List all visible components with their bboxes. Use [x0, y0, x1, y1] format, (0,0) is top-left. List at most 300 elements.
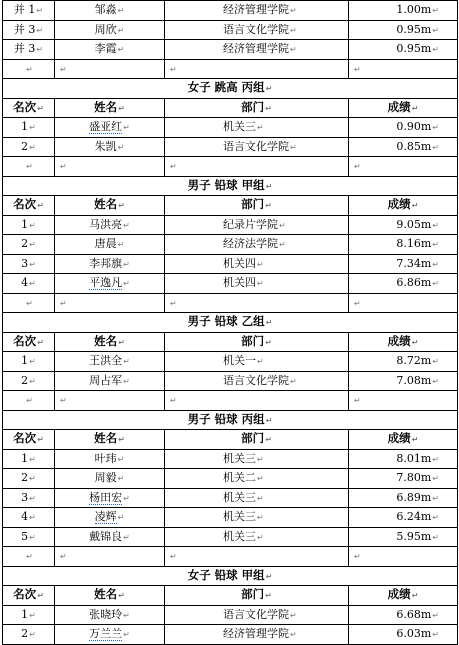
score-cell [349, 254, 458, 274]
blank-row [3, 157, 458, 177]
table-row [3, 235, 458, 255]
score-cell [349, 235, 458, 255]
paragraph-mark: ↵ [29, 493, 36, 503]
paragraph-mark: ↵ [354, 298, 361, 308]
paragraph-mark: ↵ [60, 552, 67, 561]
score-cell-text: 6.86m [396, 276, 432, 289]
paragraph-mark: ↵ [29, 240, 36, 249]
rank-cell [3, 352, 55, 372]
score-cell-text: 0.95m [396, 22, 432, 36]
name-cell-text: 唐晨 [94, 237, 117, 250]
paragraph-mark: ↵ [123, 493, 130, 503]
rank-cell-text: 并 3 [13, 22, 36, 36]
dept-cell [165, 469, 349, 489]
paragraph-mark: ↵ [123, 630, 130, 639]
paragraph-mark: ↵ [432, 474, 439, 483]
table-row [3, 605, 458, 625]
rank-cell [3, 449, 55, 469]
blank-cell [55, 293, 165, 313]
rank-cell [3, 508, 55, 528]
score-header [349, 332, 458, 352]
rank-cell-text: 2 [21, 373, 29, 387]
paragraph-mark: ↵ [123, 279, 130, 288]
blank-cell [3, 293, 55, 313]
column-header-row [3, 98, 458, 118]
score-cell-text: 6.68m [396, 607, 432, 621]
paragraph-mark: ↵ [117, 454, 125, 464]
name-header [55, 430, 165, 450]
results-document [2, 0, 457, 645]
paragraph-mark: ↵ [411, 201, 419, 210]
score-cell-text: 0.90m [396, 120, 432, 133]
rank-header [3, 196, 55, 216]
paragraph-mark: ↵ [290, 45, 297, 54]
paragraph-mark: ↵ [29, 220, 36, 230]
blank-cell [3, 59, 55, 79]
dept-cell [165, 605, 349, 625]
score-header-text: 成绩 [387, 333, 411, 348]
dept-cell-text: 机关三 [223, 529, 256, 543]
rank-cell-text: 2 [21, 139, 29, 153]
rank-cell [3, 274, 55, 294]
dept-cell [165, 449, 349, 469]
blank-cell [3, 391, 55, 411]
paragraph-mark: ↵ [60, 64, 67, 74]
blank-cell [165, 547, 349, 567]
name-cell-text: 周欣 [94, 22, 117, 36]
dept-cell [165, 40, 349, 60]
rank-cell [3, 40, 55, 60]
paragraph-mark: ↵ [118, 201, 125, 210]
rank-cell [3, 235, 55, 255]
dept-cell-text: 机关一 [223, 354, 256, 367]
paragraph-mark: ↵ [432, 259, 439, 269]
name-cell-text: 万兰兰 [89, 627, 123, 640]
paragraph-mark: ↵ [37, 337, 44, 347]
score-cell-text: 7.34m [396, 256, 432, 270]
rank-cell [3, 20, 55, 40]
blank-cell [349, 157, 458, 177]
table-row [3, 215, 458, 235]
blank-cell [165, 59, 349, 79]
paragraph-mark: ↵ [257, 474, 264, 483]
name-cell [55, 508, 165, 528]
score-cell [349, 118, 458, 138]
score-cell [349, 274, 458, 294]
paragraph-mark: ↵ [37, 201, 44, 210]
rank-header [3, 430, 55, 450]
score-header-text: 成绩 [387, 587, 411, 601]
rank-header-text: 名次 [13, 197, 37, 211]
name-cell [55, 469, 165, 489]
paragraph-mark: ↵ [290, 6, 297, 15]
section-title-row [3, 410, 458, 430]
blank-row [3, 293, 458, 313]
name-header-text: 姓名 [94, 587, 118, 601]
paragraph-mark: ↵ [257, 513, 264, 522]
dept-header [165, 98, 349, 118]
blank-cell [3, 547, 55, 567]
section-title-text: 女子 铅球 甲组 [187, 567, 265, 582]
paragraph-mark: ↵ [29, 454, 36, 464]
paragraph-mark: ↵ [37, 435, 44, 444]
dept-cell [165, 215, 349, 235]
paragraph-mark: ↵ [170, 64, 177, 74]
rank-cell-text: 4 [21, 510, 29, 523]
name-header [55, 98, 165, 118]
rank-cell-text: 并 1 [13, 3, 36, 16]
rank-header [3, 586, 55, 606]
paragraph-mark: ↵ [29, 513, 36, 522]
rank-cell [3, 254, 55, 274]
name-cell-text: 叶玮 [94, 451, 117, 465]
paragraph-mark: ↵ [37, 591, 44, 600]
table-row [3, 254, 458, 274]
paragraph-mark: ↵ [432, 142, 439, 152]
section-title [3, 566, 458, 586]
paragraph-mark: ↵ [265, 591, 272, 600]
dept-header-text: 部门 [241, 99, 265, 114]
paragraph-mark: ↵ [290, 25, 297, 35]
paragraph-mark: ↵ [411, 435, 419, 444]
dept-cell [165, 488, 349, 508]
paragraph-mark: ↵ [411, 337, 419, 347]
column-header-row [3, 430, 458, 450]
paragraph-mark: ↵ [432, 220, 439, 230]
name-cell [55, 235, 165, 255]
name-header [55, 586, 165, 606]
rank-cell-text: 1 [21, 354, 29, 367]
paragraph-mark: ↵ [29, 259, 36, 269]
dept-cell-text: 纪录片学院 [223, 217, 278, 231]
paragraph-mark: ↵ [123, 357, 130, 366]
paragraph-mark: ↵ [354, 396, 361, 405]
paragraph-mark: ↵ [123, 259, 130, 269]
rank-cell-text: 1 [21, 451, 29, 465]
rank-cell [3, 137, 55, 157]
rank-header-text: 名次 [13, 587, 37, 601]
rank-cell [3, 215, 55, 235]
paragraph-mark: ↵ [432, 513, 439, 522]
dept-cell-text: 机关二 [223, 471, 256, 484]
name-cell [55, 254, 165, 274]
name-cell [55, 118, 165, 138]
rank-cell [3, 605, 55, 625]
rank-cell-text: 2 [21, 627, 29, 640]
paragraph-mark: ↵ [265, 435, 272, 444]
paragraph-mark: ↵ [29, 357, 36, 366]
rank-cell-text: 3 [21, 490, 29, 504]
table-row [3, 488, 458, 508]
dept-cell-text: 语言文化学院 [223, 373, 289, 387]
table-row [3, 40, 458, 60]
paragraph-mark: ↵ [29, 474, 36, 483]
paragraph-mark: ↵ [118, 337, 125, 347]
score-cell [349, 40, 458, 60]
paragraph-mark: ↵ [279, 240, 286, 249]
dept-cell-text: 语言文化学院 [223, 22, 289, 36]
name-cell [55, 20, 165, 40]
paragraph-mark: ↵ [354, 552, 361, 561]
paragraph-mark: ↵ [26, 64, 33, 74]
paragraph-mark: ↵ [432, 357, 439, 366]
rank-cell [3, 1, 55, 21]
section-title [3, 313, 458, 333]
score-cell-text: 9.05m [396, 217, 432, 231]
paragraph-mark: ↵ [265, 181, 273, 191]
rank-cell-text: 1 [21, 120, 29, 133]
paragraph-mark: ↵ [411, 103, 419, 113]
paragraph-mark: ↵ [29, 610, 36, 620]
paragraph-mark: ↵ [123, 532, 130, 542]
paragraph-mark: ↵ [257, 454, 264, 464]
rank-cell-text: 2 [21, 471, 29, 484]
blank-cell [55, 59, 165, 79]
rank-header [3, 332, 55, 352]
blank-cell [165, 391, 349, 411]
blank-cell [349, 391, 458, 411]
name-cell [55, 605, 165, 625]
table-row [3, 449, 458, 469]
name-cell [55, 137, 165, 157]
blank-cell [349, 547, 458, 567]
section-title-row [3, 566, 458, 586]
paragraph-mark: ↵ [265, 318, 273, 327]
name-cell-text: 王洪全 [89, 354, 123, 367]
score-cell-text: 6.03m [396, 627, 432, 640]
dept-header-text: 部门 [241, 333, 265, 348]
score-header [349, 430, 458, 450]
score-header-text: 成绩 [387, 197, 411, 211]
dept-cell-text: 机关三 [223, 490, 256, 504]
rank-cell-text: 1 [21, 607, 29, 621]
dept-cell-text: 机关三 [223, 120, 256, 133]
section-title-text: 男子 铅球 乙组 [187, 314, 265, 328]
paragraph-mark: ↵ [290, 630, 297, 639]
paragraph-mark: ↵ [117, 142, 125, 152]
score-header [349, 98, 458, 118]
table-row [3, 625, 458, 645]
table-row [3, 274, 458, 294]
score-cell [349, 352, 458, 372]
paragraph-mark: ↵ [36, 45, 44, 54]
name-cell [55, 488, 165, 508]
blank-cell [3, 157, 55, 177]
name-cell [55, 40, 165, 60]
section-title-row [3, 313, 458, 333]
score-cell [349, 215, 458, 235]
paragraph-mark: ↵ [432, 45, 439, 54]
paragraph-mark: ↵ [279, 220, 286, 230]
score-cell [349, 625, 458, 645]
score-header [349, 196, 458, 216]
name-cell-text: 杨田宏 [89, 490, 123, 504]
name-cell [55, 274, 165, 294]
score-cell [349, 508, 458, 528]
score-cell-text: 0.95m [396, 42, 432, 55]
paragraph-mark: ↵ [26, 396, 33, 405]
rank-cell-text: 并 3 [13, 42, 36, 55]
score-cell-text: 8.01m [396, 451, 432, 465]
name-cell-text: 凌辉 [94, 510, 117, 523]
paragraph-mark: ↵ [257, 123, 264, 132]
table-row [3, 527, 458, 547]
name-cell [55, 215, 165, 235]
table-row [3, 20, 458, 40]
table-row [3, 508, 458, 528]
name-cell-text: 李邦旗 [89, 256, 123, 270]
score-cell-text: 1.00m [396, 3, 432, 16]
paragraph-mark: ↵ [170, 298, 177, 308]
score-cell-text: 6.89m [396, 490, 432, 504]
rank-cell-text: 1 [21, 217, 29, 231]
paragraph-mark: ↵ [290, 376, 297, 386]
blank-cell [55, 547, 165, 567]
table-row [3, 118, 458, 138]
name-header-text: 姓名 [94, 197, 118, 211]
section-title-row [3, 176, 458, 196]
name-cell [55, 371, 165, 391]
paragraph-mark: ↵ [265, 103, 272, 113]
table-row [3, 469, 458, 489]
paragraph-mark: ↵ [432, 240, 439, 249]
paragraph-mark: ↵ [117, 6, 125, 15]
paragraph-mark: ↵ [118, 591, 125, 600]
name-header [55, 332, 165, 352]
table-row [3, 371, 458, 391]
paragraph-mark: ↵ [170, 162, 177, 171]
dept-cell [165, 508, 349, 528]
rank-cell-text: 4 [21, 276, 29, 289]
paragraph-mark: ↵ [290, 142, 297, 152]
score-cell-text: 6.24m [396, 510, 432, 523]
column-header-row [3, 196, 458, 216]
paragraph-mark: ↵ [432, 630, 439, 639]
dept-header [165, 586, 349, 606]
paragraph-mark: ↵ [432, 532, 439, 542]
score-cell [349, 1, 458, 21]
dept-header [165, 196, 349, 216]
dept-cell [165, 137, 349, 157]
paragraph-mark: ↵ [60, 162, 67, 171]
section-title-text: 男子 铅球 甲组 [187, 177, 265, 192]
paragraph-mark: ↵ [29, 123, 36, 132]
name-cell-text: 周占军 [89, 373, 123, 387]
dept-cell-text: 机关四 [223, 256, 256, 270]
rank-cell-text: 3 [21, 256, 29, 270]
paragraph-mark: ↵ [26, 552, 33, 561]
paragraph-mark: ↵ [26, 162, 33, 171]
score-header [349, 586, 458, 606]
score-header-text: 成绩 [387, 99, 411, 114]
paragraph-mark: ↵ [117, 513, 125, 522]
dept-cell [165, 118, 349, 138]
section-title-row [3, 79, 458, 99]
name-cell [55, 352, 165, 372]
name-cell-text: 周毅 [94, 471, 117, 484]
section-title [3, 79, 458, 99]
paragraph-mark: ↵ [265, 201, 272, 210]
score-cell-text: 8.72m [396, 354, 432, 367]
score-cell [349, 527, 458, 547]
paragraph-mark: ↵ [36, 6, 44, 15]
paragraph-mark: ↵ [29, 532, 36, 542]
dept-cell [165, 371, 349, 391]
dept-cell [165, 274, 349, 294]
score-cell-text: 7.08m [396, 373, 432, 387]
name-cell-text: 朱凯 [94, 139, 117, 153]
paragraph-mark: ↵ [60, 396, 67, 405]
name-header-text: 姓名 [94, 99, 118, 114]
paragraph-mark: ↵ [29, 630, 36, 639]
score-cell [349, 469, 458, 489]
section-title [3, 176, 458, 196]
rank-header-text: 名次 [13, 431, 37, 445]
score-cell [349, 605, 458, 625]
results-table [2, 0, 458, 645]
paragraph-mark: ↵ [354, 162, 361, 171]
dept-cell-text: 经济管理学院 [223, 627, 289, 640]
paragraph-mark: ↵ [354, 64, 361, 74]
paragraph-mark: ↵ [432, 25, 439, 35]
paragraph-mark: ↵ [37, 103, 44, 113]
dept-header-text: 部门 [241, 587, 265, 601]
name-cell [55, 625, 165, 645]
name-cell-text: 戴锦良 [89, 529, 123, 543]
paragraph-mark: ↵ [432, 610, 439, 620]
blank-row [3, 547, 458, 567]
blank-cell [55, 157, 165, 177]
dept-cell-text: 经济法学院 [223, 237, 278, 250]
paragraph-mark: ↵ [432, 454, 439, 464]
paragraph-mark: ↵ [432, 123, 439, 132]
paragraph-mark: ↵ [123, 123, 130, 132]
paragraph-mark: ↵ [118, 103, 125, 113]
paragraph-mark: ↵ [432, 493, 439, 503]
dept-cell-text: 机关三 [223, 451, 256, 465]
score-header-text: 成绩 [387, 431, 411, 445]
dept-cell [165, 352, 349, 372]
paragraph-mark: ↵ [265, 337, 272, 347]
rank-cell [3, 371, 55, 391]
name-header [55, 196, 165, 216]
dept-cell-text: 机关三 [223, 510, 256, 523]
paragraph-mark: ↵ [257, 532, 264, 542]
paragraph-mark: ↵ [257, 259, 264, 269]
paragraph-mark: ↵ [29, 279, 36, 288]
dept-cell [165, 20, 349, 40]
paragraph-mark: ↵ [432, 376, 439, 386]
column-header-row [3, 332, 458, 352]
paragraph-mark: ↵ [60, 298, 67, 308]
paragraph-mark: ↵ [257, 279, 264, 288]
dept-cell [165, 527, 349, 547]
paragraph-mark: ↵ [117, 474, 125, 483]
paragraph-mark: ↵ [123, 376, 130, 386]
score-cell-text: 7.80m [396, 471, 432, 484]
rank-header [3, 98, 55, 118]
score-cell [349, 449, 458, 469]
dept-cell-text: 经济管理学院 [223, 42, 289, 55]
name-header-text: 姓名 [94, 431, 118, 445]
paragraph-mark: ↵ [36, 25, 44, 35]
rank-cell [3, 527, 55, 547]
table-row [3, 352, 458, 372]
name-cell [55, 1, 165, 21]
paragraph-mark: ↵ [265, 84, 273, 93]
paragraph-mark: ↵ [257, 357, 264, 366]
rank-cell [3, 625, 55, 645]
